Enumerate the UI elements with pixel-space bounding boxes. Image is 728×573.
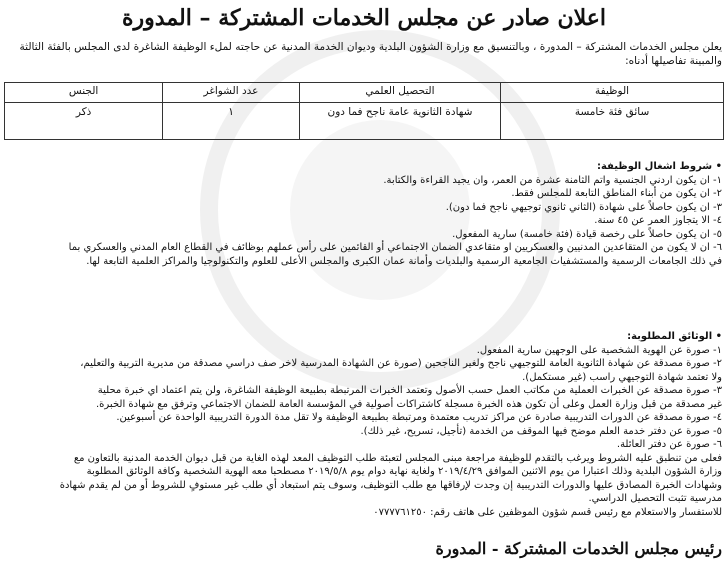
intro-paragraph bbox=[6, 40, 722, 68]
document-item: ١- صورة عن الهوية الشخصية على الوجهين سارية المفعول. bbox=[476, 344, 722, 356]
condition-item: ٤- الا يتجاوز العمر عن ٤٥ سنة. bbox=[594, 215, 722, 226]
col-header-vacancies: عدد الشواغر bbox=[163, 83, 300, 103]
col-header-job: الوظيفة bbox=[501, 83, 724, 103]
document-item: غير مصدقة من قبل وزارة العمل وعلى أن تكون هذه الخبرة مسجلة كاشتراكات أصولية في المؤسسة العامة للضمان الاجتماعي وترفق مع شهادة الخبرة. bbox=[95, 398, 722, 410]
contact-line: للاستفسار والاستعلام مع رئيس قسم شؤون الموظفين على هاتف رقم: ٠٧٧٧٧٦١٢٥٠ bbox=[373, 506, 722, 518]
cell-vacancies: ١ bbox=[163, 103, 300, 140]
condition-item: ١- ان يكون اردني الجنسية واتم الثامنة عشرة من العمر، وان يجيد القراءة والكتابة. bbox=[383, 174, 722, 186]
col-header-gender: الجنس bbox=[5, 83, 163, 103]
condition-item: في ذلك الجامعات الرسمية والمستشفيات الجامعية الرسمية والبلديات وأمانة عمان الكبرى والمجلس الأعلى للعلوم والتكنولوجيا والمراكز العلمية التابعة لها. bbox=[86, 255, 722, 267]
intro-line: يعلن مجلس الخدمات المشتركة – المدورة ، وبالتنسيق مع وزارة الشؤون البلدية وديوان الخدمة المدنية عن حاجته لملء الوظيفة الشاغرة لدى المجلس بالفئة الثالثة bbox=[19, 41, 722, 53]
documents-section bbox=[6, 330, 722, 519]
conditions-heading: • شروط اشغال الوظيفة: bbox=[596, 161, 722, 172]
condition-item: ٦- ان لا يكون من المتقاعدين المدنيين والعسكريين او متقاعدي الضمان الاجتماعي أو القائمين على رأس عملهم بوظائف في القطاع العام المدني والعسكري بما bbox=[68, 242, 722, 253]
signature-title: رئيس مجلس الخدمات المشتركة - المدورة bbox=[435, 539, 722, 558]
col-header-education: التحصيل العلمي bbox=[299, 83, 500, 103]
document-item: ٦- صورة عن دفتر العائلة. bbox=[616, 439, 722, 450]
document-item: ولا تعتمد شهادة التوجيهي راسب (غير مستكمل). bbox=[522, 371, 722, 383]
intro-line: والمبينة تفاصيلها أدناه: bbox=[625, 55, 722, 67]
document-item: ٢- صورة مصدقة عن شهادة الثانوية العامة للتوجيهي ناجح ولغير الناجحين (صورة عن الشهادة المدرسية لاخر صف دراسي مصدقة من مديرية التربية والتعليم، bbox=[80, 358, 722, 369]
application-instructions: فعلى من تنطبق عليه الشروط ويرغب بالتقدم للوظيفة مراجعة مبنى المجلس لتعبئة طلب التوظيف المعد لهذه الغاية من قبل ديوان الخدمة المدنية بالتعاون مع bbox=[73, 452, 722, 464]
application-instructions: وشهادات الخبرة المصادق عليها والدورات التدريبية إن وجدت لإرفاقها مع طلب التوظيف، وسوف يتم استبعاد أي طلب غير مستوفٍ للشروط أو من لم يقدم شهادة bbox=[59, 479, 722, 491]
condition-item: ٢- ان يكون من أبناء المناطق التابعة للمجلس فقط. bbox=[511, 188, 722, 199]
cell-gender: ذكر bbox=[5, 103, 163, 140]
document-item: ٥- صورة عن دفتر خدمة العلم موضح فيها الموقف من الخدمة (تأجيل، تسريح، غير ذلك). bbox=[360, 425, 722, 437]
cell-education: شهادة الثانوية عامة ناجح فما دون bbox=[299, 103, 500, 140]
application-instructions: مدرسية تثبت التحصيل الدراسي. bbox=[588, 493, 722, 504]
announcement-title: اعلان صادر عن مجلس الخدمات المشتركة – المدورة bbox=[122, 5, 606, 31]
condition-item: ٥- ان يكون حاصلاً على رخصة قيادة (فئة خامسة) سارية المفعول. bbox=[452, 228, 722, 240]
vacancy-table bbox=[4, 82, 724, 140]
cell-job: سائق فئة خامسة bbox=[501, 103, 724, 140]
document-item: ٣- صورة مصدقة عن الخبرات العملية من مكاتب العمل حسب الأصول وتعتمد الخبرات المرتبطة بطبيعة الوظيفة الشاغرة، ولن يتم اعتماد اي خبرة محلية bbox=[97, 385, 722, 396]
conditions-section bbox=[6, 160, 722, 268]
table-row bbox=[5, 103, 724, 140]
documents-heading: • الوثائق المطلوبة: bbox=[627, 331, 722, 342]
application-instructions: وزارة الشؤون البلدية وذلك اعتبارا من يوم الاثنين الموافق ٢٠١٩/٤/٢٩ ولغاية نهاية دوام يوم ٢٠١٩/٥/٨ مصطحبا معه الهوية الشخصية وكافة الوثائق المطلوبة bbox=[86, 466, 722, 477]
document-item: ٤- صورة مصدقة عن الدورات التدريبية صادرة عن مراكز تدريب معتمدة ومرتبطة بطبيعة الوظيفة ولا تقل مدة الدورة التدريبية الواحدة عن أسبوعين. bbox=[116, 412, 722, 423]
condition-item: ٣- ان يكون حاصلاً على شهادة (الثاني ثانوي توجيهي ناجح فما دون). bbox=[445, 201, 722, 213]
table-header-row bbox=[5, 83, 724, 103]
